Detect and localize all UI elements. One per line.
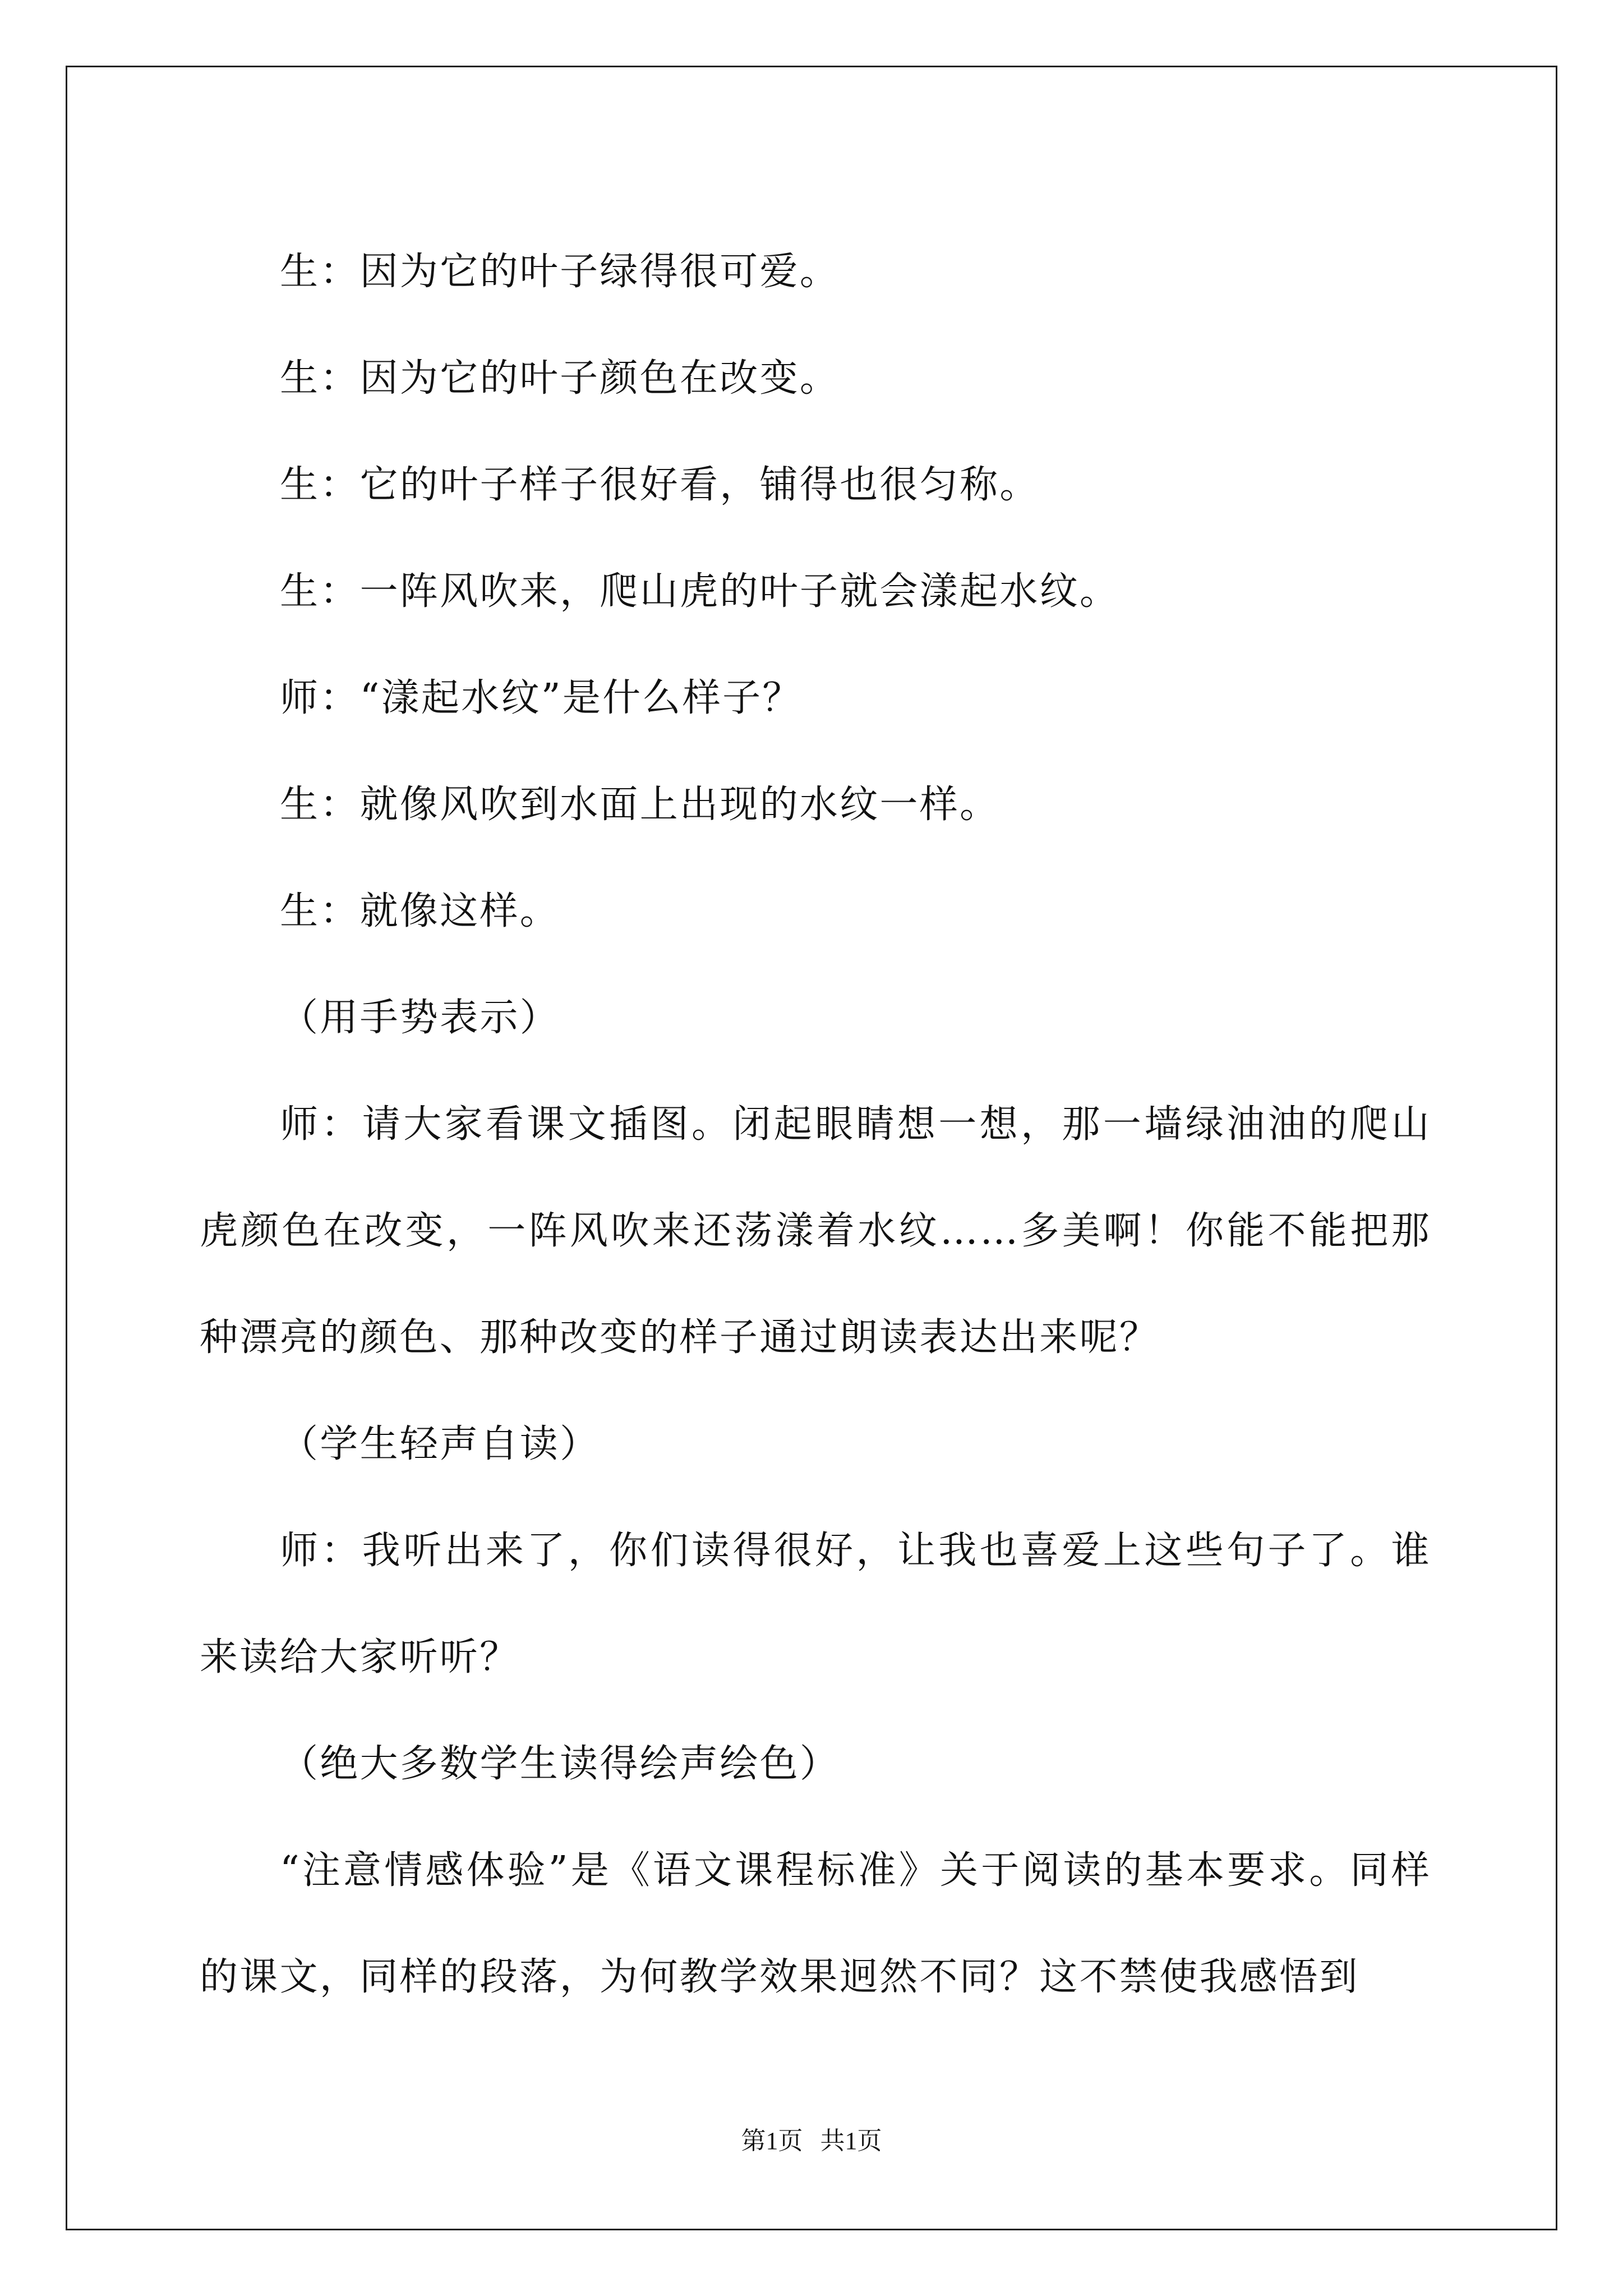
paragraph: （绝大多数学生读得绘声绘色） bbox=[280, 1742, 840, 1786]
paragraph: （用手势表示） bbox=[280, 996, 560, 1040]
paragraph: 生：就像这样。 bbox=[280, 889, 560, 933]
paragraph: 生：就像风吹到水面上出现的水纹一样。 bbox=[280, 783, 1000, 827]
document-body bbox=[200, 219, 1431, 2031]
page-number: 第1页 bbox=[741, 2127, 803, 2155]
paragraph: 师：请大家看课文插图。闭起眼睛想一想，那一墙绿油油的爬山虎颜色在改变，一阵风吹来还荡漾着水纹……多美啊！你能不能把那种漂亮的颜色、那种改变的样子通过朗读表达出来呢？ bbox=[200, 1102, 1431, 1360]
paragraph: 生：一阵风吹来，爬山虎的叶子就会漾起水纹。 bbox=[280, 569, 1120, 614]
paragraph: 师：我听出来了，你们读得很好，让我也喜爱上这些句子了。谁来读给大家听听？ bbox=[200, 1529, 1431, 1680]
page-footer bbox=[0, 2120, 1623, 2156]
paragraph: 生：它的叶子样子很好看，铺得也很匀称。 bbox=[280, 463, 1040, 507]
paragraph: 生：因为它的叶子绿得很可爱。 bbox=[280, 250, 840, 294]
paragraph: （学生轻声自读） bbox=[280, 1422, 600, 1466]
paragraph: 生：因为它的叶子颜色在改变。 bbox=[280, 356, 840, 401]
page-total: 共1页 bbox=[820, 2127, 882, 2155]
paragraph: “注意情感体验”是《语文课程标准》关于阅读的基本要求。同样的课文，同样的段落，为何教学效果迥然不同？这不禁使我感悟到 bbox=[200, 1848, 1431, 1999]
paragraph: 师：“漾起水纹”是什么样子？ bbox=[280, 676, 803, 720]
